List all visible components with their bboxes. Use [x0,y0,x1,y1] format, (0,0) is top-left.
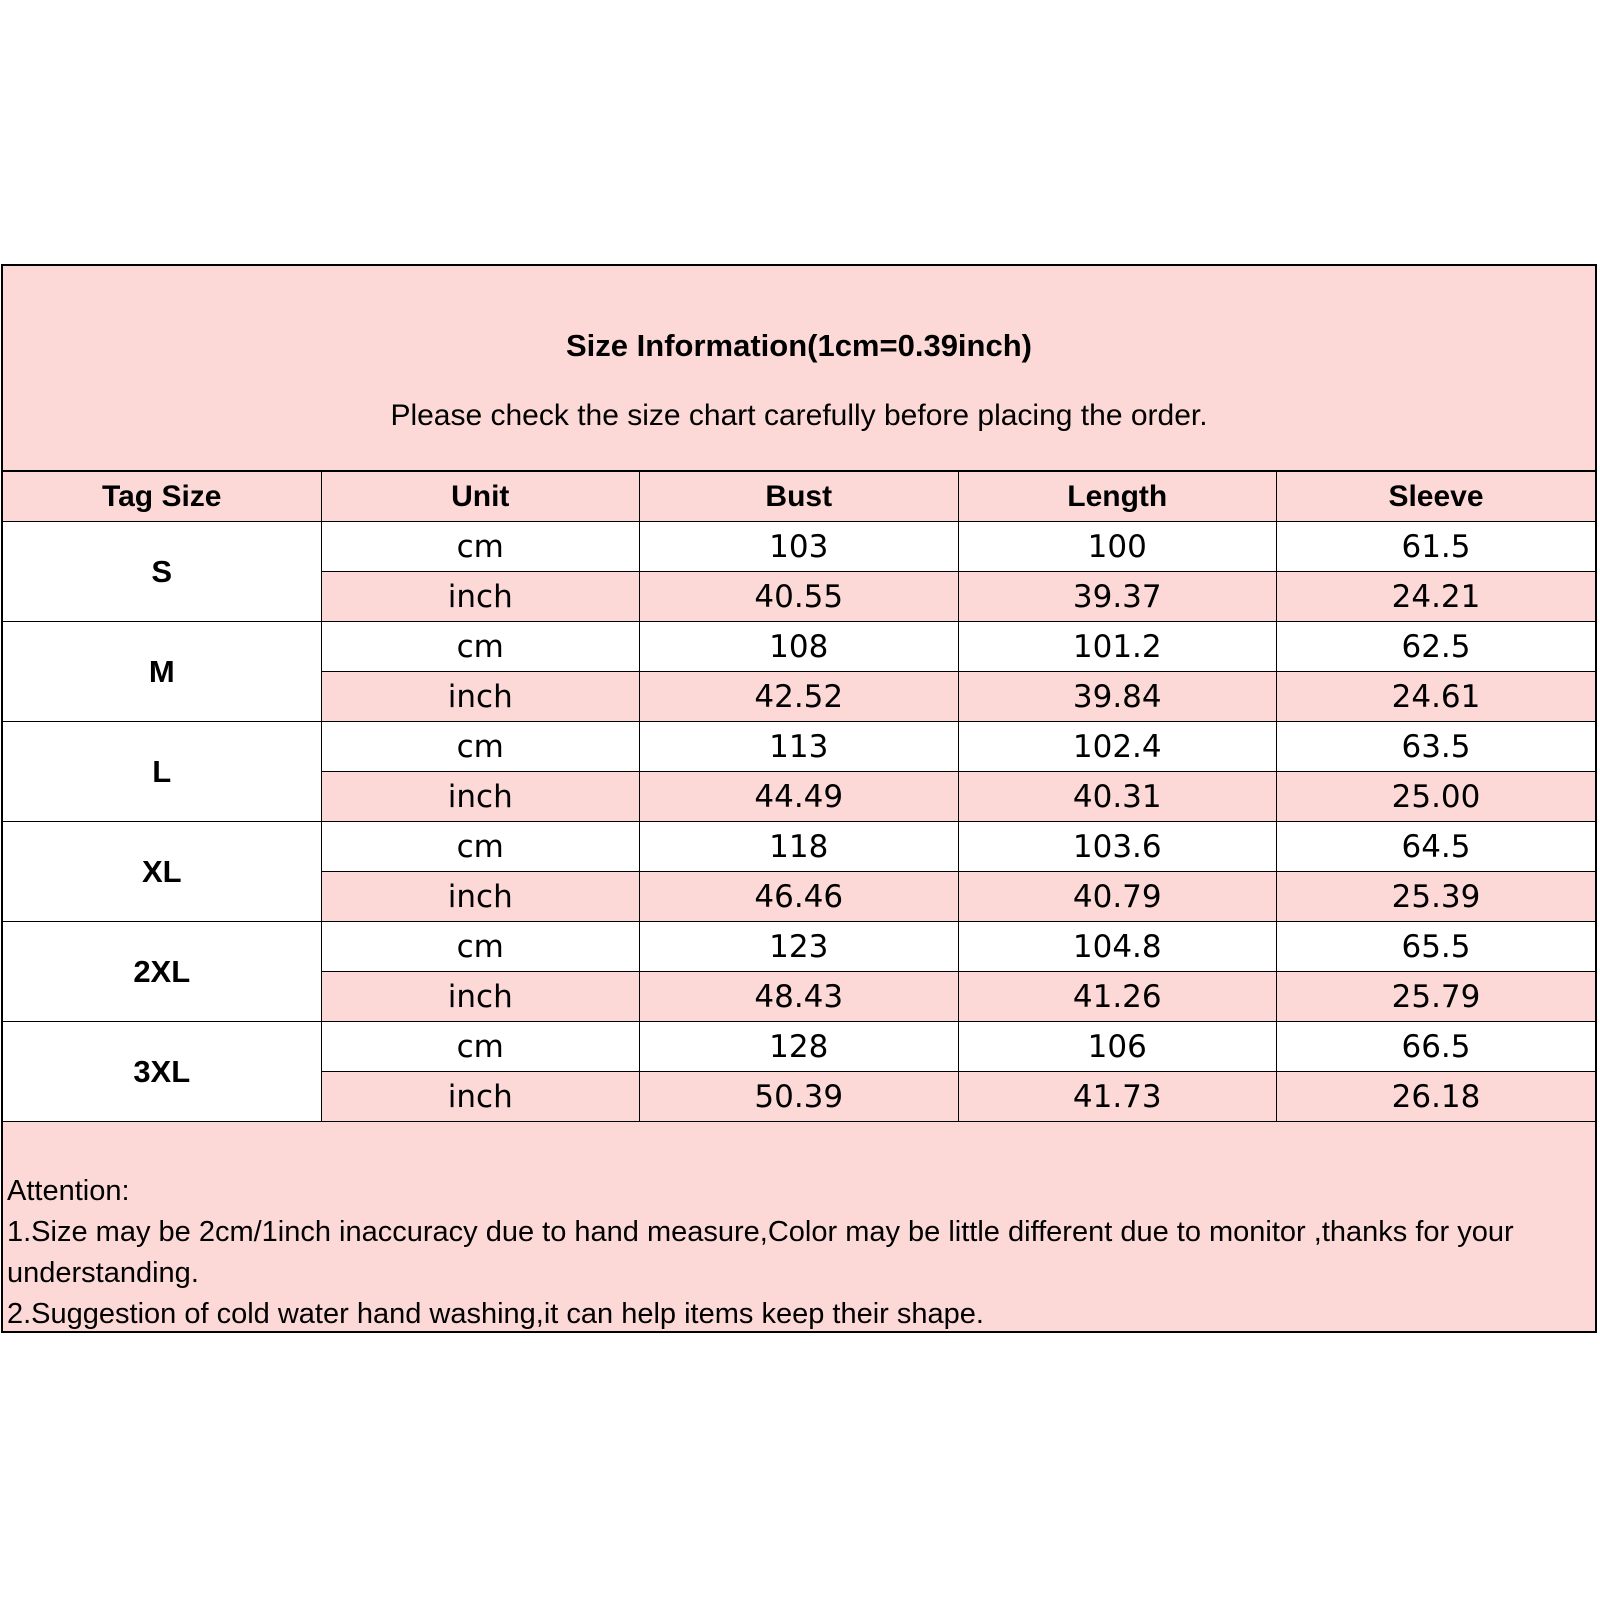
unit-cell: inch [321,1072,640,1122]
size-chart [1,264,1597,1333]
tag-size-cell: XL [3,822,321,922]
table-row [3,922,1595,972]
length-cell: 41.26 [958,972,1277,1022]
bust-cell: 103 [640,522,959,572]
unit-cell: inch [321,972,640,1022]
attention-note-1: 1.Size may be 2cm/1inch inaccuracy due to hand measure,Color may be little different due to monitor ,thanks for your understanding. [7,1216,1514,1289]
column-header-bust: Bust [640,472,959,522]
table-row [3,622,1595,672]
table-row [3,1022,1595,1072]
length-cell: 40.31 [958,772,1277,822]
length-cell: 103.6 [958,822,1277,872]
bust-cell: 113 [640,722,959,772]
chart-header [3,266,1595,471]
chart-title: Size Information(1cm=0.39inch) [566,328,1032,363]
tag-size-cell: M [3,622,321,722]
bust-cell: 50.39 [640,1072,959,1122]
bust-cell: 48.43 [640,972,959,1022]
table-row [3,722,1595,772]
column-header-sleeve: Sleeve [1277,472,1596,522]
sleeve-cell: 24.61 [1277,672,1596,722]
unit-cell: cm [321,922,640,972]
length-cell: 100 [958,522,1277,572]
length-cell: 39.84 [958,672,1277,722]
column-header-length: Length [958,472,1277,522]
sleeve-cell: 62.5 [1277,622,1596,672]
bust-cell: 40.55 [640,572,959,622]
length-cell: 41.73 [958,1072,1277,1122]
unit-cell: cm [321,822,640,872]
chart-subtitle: Please check the size chart carefully before placing the order. [390,399,1208,432]
sleeve-cell: 61.5 [1277,522,1596,572]
column-header-tag-size: Tag Size [3,472,321,522]
sleeve-cell: 25.79 [1277,972,1596,1022]
unit-cell: cm [321,1022,640,1072]
unit-cell: inch [321,772,640,822]
length-cell: 104.8 [958,922,1277,972]
tag-size-cell: S [3,522,321,622]
sleeve-cell: 24.21 [1277,572,1596,622]
bust-cell: 42.52 [640,672,959,722]
sleeve-cell: 26.18 [1277,1072,1596,1122]
sleeve-cell: 65.5 [1277,922,1596,972]
unit-cell: cm [321,722,640,772]
unit-cell: cm [321,622,640,672]
tag-size-cell: 3XL [3,1022,321,1122]
attention-note-2: 2.Suggestion of cold water hand washing,it can help items keep their shape. [7,1298,984,1330]
column-header-unit: Unit [321,472,640,522]
attention-heading: Attention: [7,1175,130,1207]
bust-cell: 46.46 [640,872,959,922]
unit-cell: cm [321,522,640,572]
table-row [3,822,1595,872]
sleeve-cell: 25.00 [1277,772,1596,822]
sleeve-cell: 63.5 [1277,722,1596,772]
bust-cell: 44.49 [640,772,959,822]
unit-cell: inch [321,572,640,622]
unit-cell: inch [321,872,640,922]
bust-cell: 108 [640,622,959,672]
length-cell: 39.37 [958,572,1277,622]
length-cell: 102.4 [958,722,1277,772]
length-cell: 101.2 [958,622,1277,672]
bust-cell: 128 [640,1022,959,1072]
length-cell: 106 [958,1022,1277,1072]
attention-notes [7,1171,1587,1335]
sleeve-cell: 25.39 [1277,872,1596,922]
sleeve-cell: 66.5 [1277,1022,1596,1072]
length-cell: 40.79 [958,872,1277,922]
table-header-row [3,472,1595,522]
bust-cell: 123 [640,922,959,972]
tag-size-cell: L [3,722,321,822]
tag-size-cell: 2XL [3,922,321,1022]
sleeve-cell: 64.5 [1277,822,1596,872]
table-row [3,522,1595,572]
bust-cell: 118 [640,822,959,872]
size-table [3,471,1595,1122]
unit-cell: inch [321,672,640,722]
